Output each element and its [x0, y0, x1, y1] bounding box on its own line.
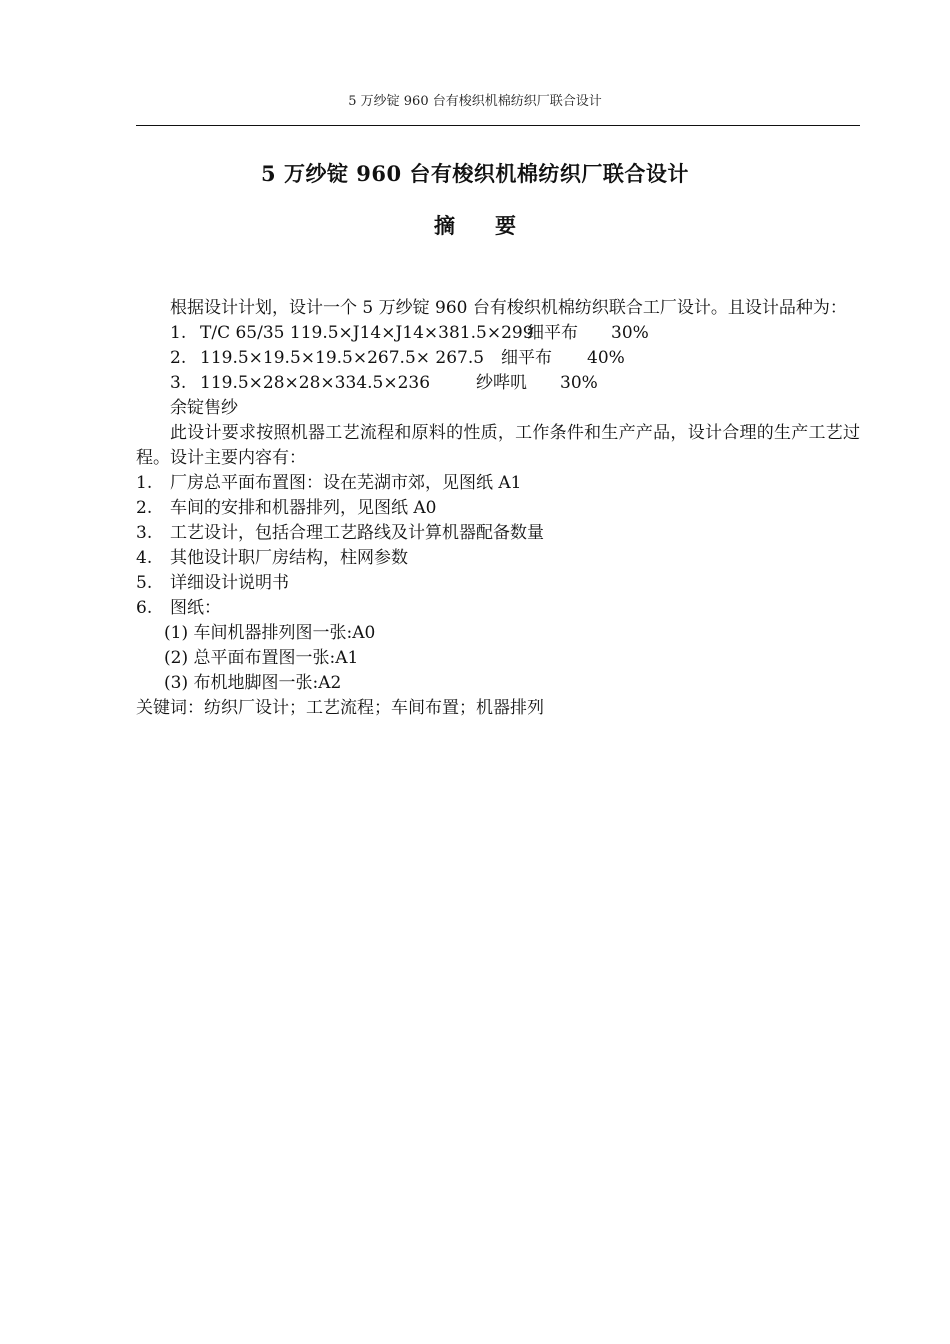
drawing-item: (3) 布机地脚图一张:A2: [164, 673, 342, 693]
variety-spec: 119.5×28×28×334.5×236: [200, 373, 431, 393]
content-text: 工艺设计，包括合理工艺路线及计算机器配备数量: [170, 523, 544, 543]
document-title: 5 万纱锭 960 台有梭织机棉纺织厂联合设计: [261, 161, 689, 186]
content-item: [136, 596, 860, 621]
header-divider: [136, 125, 860, 126]
content-number: 1.: [136, 473, 153, 493]
drawing-item: (2) 总平面布置图一张:A1: [164, 648, 359, 668]
content-item: [136, 496, 860, 521]
content-text: 车间的安排和机器排列，见图纸 A0: [170, 498, 437, 518]
content-text: 厂房总平面布置图：设在芜湖市郊，见图纸 A1: [170, 473, 522, 493]
content-item: [136, 521, 860, 546]
content-item: [136, 546, 860, 571]
content-number: 5.: [136, 573, 153, 593]
variety-spec: 119.5×19.5×19.5×267.5× 267.5: [200, 348, 485, 368]
content-text: 图纸：: [170, 598, 221, 618]
variety-number: 3.: [170, 373, 187, 393]
drawing-item: (1) 车间机器排列图一张:A0: [164, 623, 376, 643]
abstract-body: [136, 296, 860, 721]
variety-fabric: 纱哔叽: [476, 373, 527, 393]
content-item: [136, 571, 860, 596]
requirement-paragraph: 此设计要求按照机器工艺流程和原料的性质，工作条件和生产产品，设计合理的生产工艺过程。设计主要内容有：: [136, 423, 860, 468]
variety-number: 2.: [170, 348, 187, 368]
variety-fabric: 细平布: [527, 323, 578, 343]
surplus-note: 余锭售纱: [170, 398, 238, 418]
content-text: 其他设计职厂房结构，柱网参数: [170, 548, 408, 568]
content-text: 详细设计说明书: [170, 573, 289, 593]
content-item: [136, 471, 860, 496]
content-number: 4.: [136, 548, 153, 568]
content-number: 2.: [136, 498, 153, 518]
variety-number: 1.: [170, 323, 187, 343]
running-header: 5 万纱锭 960 台有梭织机棉纺织厂联合设计: [348, 94, 602, 109]
variety-fabric: 细平布: [501, 348, 552, 368]
abstract-heading: 摘要: [434, 213, 556, 238]
variety-spec: T/C 65/35 119.5×J14×J14×381.5×299: [200, 323, 534, 343]
intro-paragraph: 根据设计计划，设计一个 5 万纱锭 960 台有梭织机棉纺织联合工厂设计。且设计品种为：: [170, 298, 847, 318]
variety-item: [136, 346, 860, 371]
variety-item: [136, 371, 860, 396]
keywords-line: 关键词：纺织厂设计；工艺流程；车间布置；机器排列: [136, 698, 544, 718]
content-number: 6.: [136, 598, 153, 618]
variety-item: [136, 321, 860, 346]
variety-percent: 30%: [611, 323, 649, 343]
variety-percent: 40%: [587, 348, 625, 368]
content-number: 3.: [136, 523, 153, 543]
variety-percent: 30%: [560, 373, 598, 393]
